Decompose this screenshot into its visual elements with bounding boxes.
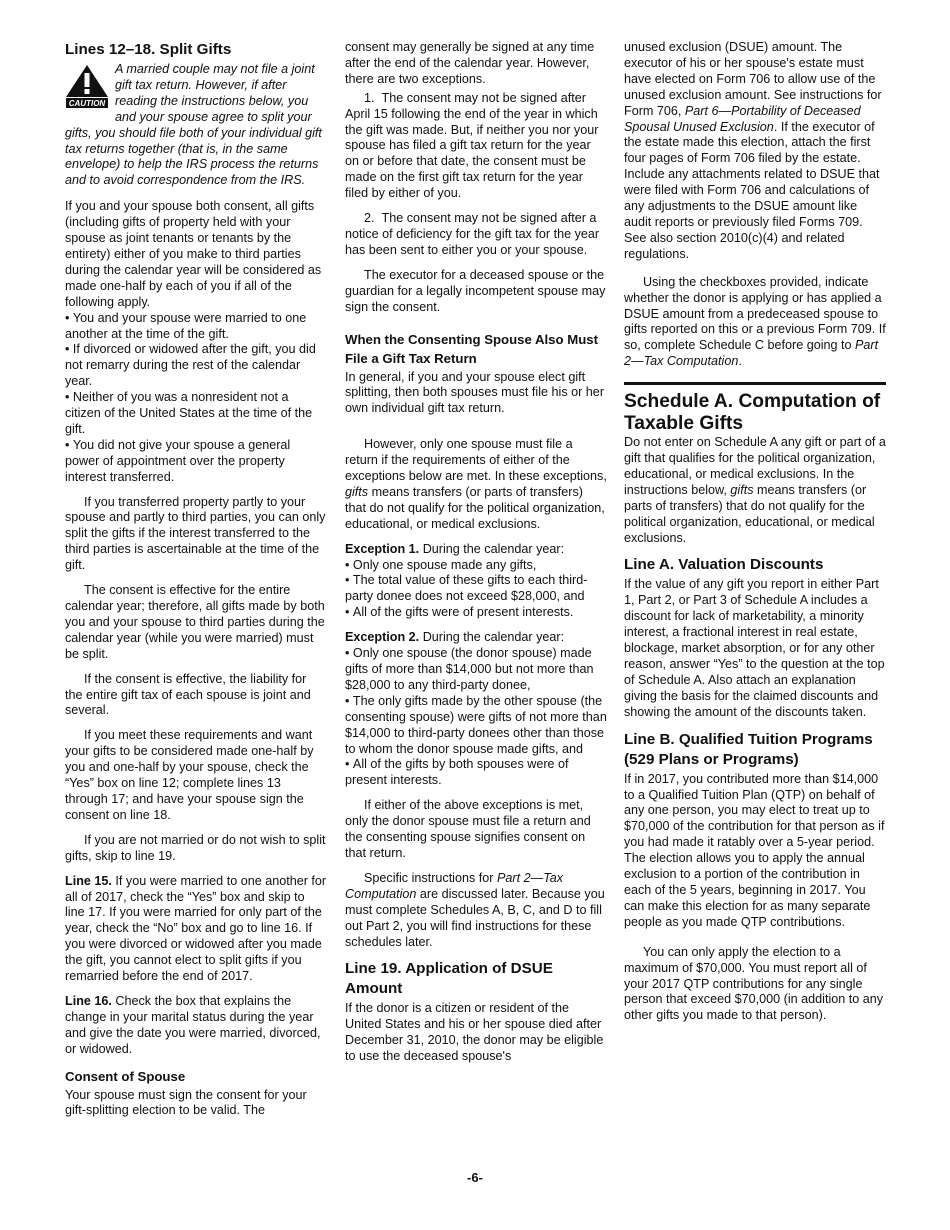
paragraph: [345, 871, 607, 951]
paragraph: If either of the above exceptions is met, only the donor spouse must file a return and the consenting spouse signifies consent on that return.: [345, 798, 591, 860]
paragraph: consent may generally be signed at any time after the end of the calendar year. However, there are two exceptions.: [345, 40, 595, 86]
paragraph: In general, if you and your spouse elect gift splitting, then both spouses must file his or her own individual gift tax return.: [345, 369, 605, 416]
list-item: • The only gifts made by the other spouse (the consenting spouse) were gifts of not more than $14,000 to third-party donees other than those to whom the donor spouse made gifts, and: [345, 694, 607, 758]
list-item: • Only one spouse made any gifts,: [345, 558, 607, 574]
line-15-text: If you were married to one another for all of 2017, check the “Yes” box and skip to line 17. If you were married for only part of the year, check the “No” box and go to line 16. If you were divorced or widowed after you made the gift, you cannot elect to split gifts if you remarried before the end of 2017.: [65, 873, 327, 984]
emphasis: gifts: [730, 482, 754, 497]
line-16-text: Check the box that explains the change in your marital status during the year and give the date you were married, divorced, or widowed.: [65, 993, 321, 1056]
list-item: • If divorced or widowed after the gift, you did not remarry during the rest of the calendar year.: [65, 342, 327, 390]
heading-schedule-a: Schedule A. Computation of Taxable Gifts: [624, 391, 881, 435]
exception-item-2: 2. The consent may not be signed after a notice of deficiency for the gift tax for the year has been sent to either you or your spouse.: [345, 211, 600, 257]
exception-2-heading: [345, 630, 607, 646]
paragraph: [624, 40, 886, 263]
text-span: Specific instructions for: [364, 870, 497, 885]
heading-consenting-spouse: When the Consenting Spouse Also Must File a Gift Tax Return: [345, 331, 599, 366]
paragraph: If in 2017, you contributed more than $14,000 to a Qualified Tuition Plan (QTP) on behalf of any one person, you may elect to treat up to $70,000 of the contribution for that person as if you had made it ratably over a 5-year period. The election allows you to apply the annual exclusion to a portion of the contribution in each of the 5 years, beginning in 2017. You can make this election for as many separate people as you made QTP contributions.: [624, 771, 885, 929]
caution-text: A married couple may not file a joint gift tax return. However, if after reading the instructions below, you and your spouse agree to split your gifts, you should file both of your individual gift tax returns together (that is, in the same envelope) to help the IRS process the returns and to avoid correspondence from the IRS.: [65, 62, 322, 188]
exception-1-label: Exception 1.: [345, 541, 420, 556]
line-15-label: Line 15.: [65, 873, 112, 888]
emphasis: Part 6—Portability of Deceased Spousal Unused Exclusion: [624, 103, 861, 134]
column-1: [65, 40, 327, 1128]
text-span: are discussed later. Because you must complete Schedules A, B, C, and D to fill out Part 2, you will find instructions for these schedules later.: [345, 886, 605, 949]
heading-consent-of-spouse: Consent of Spouse: [65, 1068, 186, 1084]
list-item: • You did not give your spouse a general power of appointment over the property interest transferred.: [65, 438, 327, 486]
section-divider: [624, 382, 886, 385]
line-16-label: Line 16.: [65, 993, 112, 1008]
paragraph: The consent is effective for the entire calendar year; therefore, all gifts made by both you and your spouse to third parties during the calendar year (while you were married) must be split.: [65, 583, 325, 661]
list-item: • You and your spouse were married to one another at the time of the gift.: [65, 311, 327, 343]
text-span: means transfers (or parts of transfers) that do not qualify for the political organization, educational, or medical exclusions.: [624, 482, 875, 545]
text-span: . If the executor of the estate made this election, attach the first four pages of Form 706 filed by the estate. Include any attachments related to DSUE that were filed with Form 706 and calculations of any adjustments to the DSUE amount like audit reports or previously filed Forms 709. See also section 2010(c)(4) and related regulations.: [624, 119, 880, 261]
paragraph: If you and your spouse both consent, all gifts (including gifts of property held with your spouse as joint tenants or tenants by the entirety) either of you make to third parties during the calendar year will be considered as made one-half by each of you if all of the following apply.: [65, 199, 322, 309]
text-span: Using the checkboxes provided, indicate whether the donor is applying or has applied a DSUE amount from a predeceased spouse to gifts reported on this or a previous Form 709. If so, complete Schedule C before going to: [624, 274, 886, 353]
paragraph: If you transferred property partly to your spouse and partly to third parties, you can only split the gifts if the interest transferred to the third parties is ascertainable at the time of the gift.: [65, 494, 326, 573]
paragraph: [624, 435, 886, 546]
heading-line-b: Line B. Qualified Tuition Programs (529 Plans or Programs): [624, 730, 873, 768]
text-span: unused exclusion (DSUE) amount. The executor of his or her spouse's estate must have elected on Form 706 to allow use of the unused exclusion amount. See instructions for Form 706,: [624, 40, 882, 118]
text-span: However, only one spouse must file a return if the requirements of either of the exceptions below are met. In these exceptions,: [345, 437, 607, 484]
line-16-paragraph: [65, 994, 327, 1058]
page-number: -6-: [467, 1170, 483, 1185]
emphasis: Part 2—Tax Computation: [345, 870, 564, 901]
paragraph: The executor for a deceased spouse or the guardian for a legally incompetent spouse may sign the consent.: [345, 267, 606, 314]
text-span: means transfers (or parts of transfers) that do not qualify for the political organization, educational, or medical exclusions.: [345, 484, 605, 531]
paragraph: [624, 275, 886, 370]
list-item: • All of the gifts by both spouses were of present interests.: [345, 757, 607, 789]
exception-2-label: Exception 2.: [345, 630, 420, 645]
exception-item-1: 1. The consent may not be signed after April 15 following the end of the year in which the gift was made. But, if neither you nor your spouse has filed a gift tax return for the year on or before that date, the consent must be made on the first gift tax return for the year filed by either of you.: [345, 90, 599, 201]
list-item: • Only one spouse (the donor spouse) made gifts of more than $14,000 but not more than $28,000 to any third-party donee,: [345, 646, 607, 694]
paragraph: If the value of any gift you report in either Part 1, Part 2, or Part 3 of Schedule A includes a discount for lack of marketability, a minority interest, a fractional interest in real estate, blockage, market absorption, or for any other reason, answer “Yes” to the question at the top of Schedule A. Also attach an explanation giving the basis for the claimed discounts and showing the amount of the discounts taken.: [624, 577, 885, 719]
list-item: • The total value of these gifts to each third-party donee does not exceed $28,000, and: [345, 573, 607, 605]
caution-label: CAUTION: [68, 99, 106, 108]
paragraph: If you meet these requirements and want your gifts to be considered made one-half by you and one-half by your spouse, check the “Yes” box on line 12; complete lines 13 through 17; and have your spouse sign the consent on line 18.: [65, 728, 314, 822]
caution-box: [65, 62, 327, 189]
list-item: • Neither of you was a nonresident not a citizen of the United States at the time of the gift.: [65, 390, 327, 438]
emphasis: Part 2—Tax Computation: [624, 338, 879, 369]
paragraph: If the donor is a citizen or resident of the United States and his or her spouse died after December 31, 2010, the donor may be eligible to use the deceased spouse's: [345, 1001, 604, 1064]
paragraph: You can only apply the election to a maximum of $70,000. You must report all of your 2017 QTP contributions for any single person that exceed $70,000 (in addition to any other gifts you made to that person).: [624, 944, 884, 1023]
text-span: .: [738, 354, 742, 369]
caution-icon: [65, 64, 109, 108]
exception-2-intro: During the calendar year:: [422, 630, 565, 645]
line-15-paragraph: [65, 874, 327, 985]
paragraph: If the consent is effective, the liability for the entire gift tax of each spouse is joint and several.: [65, 671, 311, 718]
heading-line-a: Line A. Valuation Discounts: [624, 556, 824, 574]
paragraph: [345, 437, 607, 532]
paragraph: If you are not married or do not wish to split gifts, skip to line 19.: [65, 832, 326, 863]
heading-split-gifts: Lines 12–18. Split Gifts: [65, 41, 232, 58]
exception-1-block: [345, 542, 607, 622]
paragraph: Your spouse must sign the consent for your gift-splitting election to be valid. The: [65, 1087, 307, 1118]
text-span: Do not enter on Schedule A any gift or part of a gift that qualifies for the political organization, educational, or medical exclusions. In the instructions below,: [624, 435, 886, 497]
list-item: • All of the gifts were of present interests.: [345, 605, 607, 621]
requirements-list: [65, 311, 327, 486]
exception-1-intro: During the calendar year:: [422, 541, 565, 556]
heading-line-19: Line 19. Application of DSUE Amount: [345, 960, 553, 998]
column-3: [624, 40, 886, 1033]
column-2: [345, 40, 607, 1074]
emphasis: gifts: [345, 484, 369, 499]
exception-2-block: [345, 630, 607, 789]
exception-1-heading: [345, 542, 607, 558]
